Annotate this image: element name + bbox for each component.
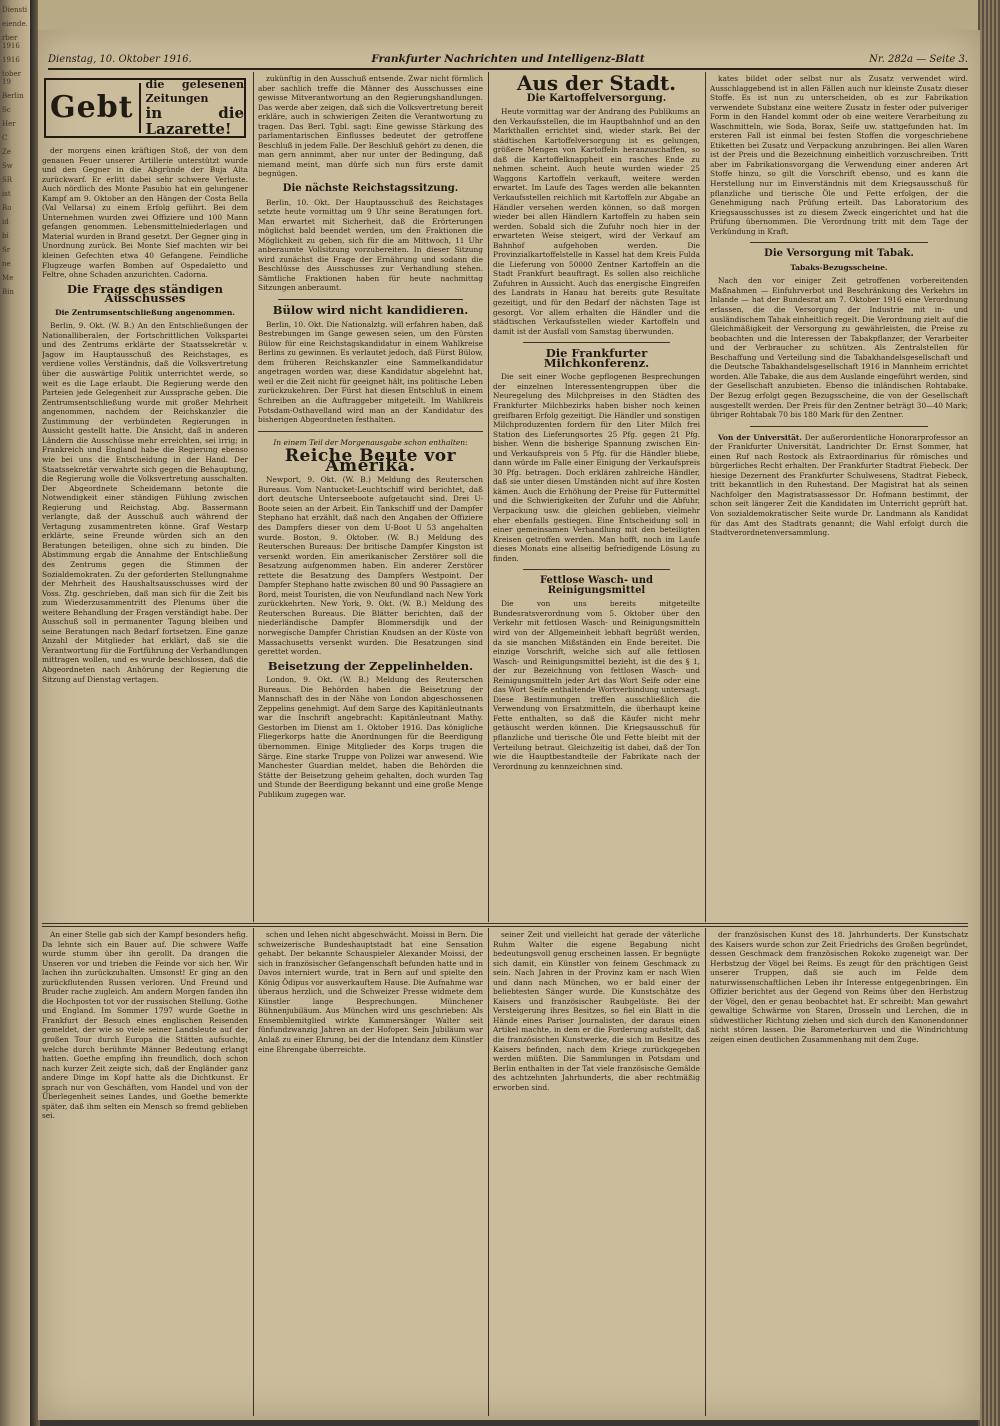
article-headline: Die Versorgung mit Tabak. xyxy=(764,248,914,260)
article-headline: Die Frankfurter Milchkonferenz. xyxy=(543,346,650,370)
article-headline: Die Frage des ständigen Ausschusses xyxy=(66,281,224,306)
newspaper-page xyxy=(38,30,980,1420)
left-page-fragment: Diensti xyxy=(2,6,28,14)
column-rule xyxy=(253,928,254,1416)
article-body: Newport, 9. Okt. (W. B.) Meldung des Reuterschen Bureaus. Vom Nantucket-Leuchtschiff wird berichtet, daß dort deutsche Unterseeboote aufgetaucht sind. Drei U-Boote seien an der Arbeit. Ein Tankschiff und der Dampfer Stephano hat erzählt, daß nach den Angaben der Offiziere des Dampfers dieser von dem U-Boot U 53 angehalten wurde. Boston, 9. Oktober. (W. B.) Meldung des Reuterschen Bureaus: Der britische Dampfer Kingston ist versenkt worden. Ein amerikanischer Zerstörer soll die Besatzung aufgenommen haben. Ein anderer Zerstörer rettete die Besatzung des Dampfers Westpoint. Der Dampfer Stephano hatte zwischen 80 und 90 Passagiere an Bord, meist Touristen, die von Neufundland nach New York zurückkehrten. New York, 9. Okt. (W. B.) Meldung des Reuterschen Bureaus. Die Blätter berichten, daß der niederländische Dampfer Blommersdijk und der norwegische Dampfer Christian Knudsen an der Küste von Massachusetts versenkt wurden. Die Besatzungen sind gerettet worden. xyxy=(258,475,483,657)
left-page-fragment: Me xyxy=(2,274,14,282)
section-rule xyxy=(750,426,928,427)
section-rule xyxy=(523,569,670,570)
left-page-edge xyxy=(0,0,30,1426)
feuilleton-column-3 xyxy=(493,930,700,1414)
page-stack-edge xyxy=(978,0,1000,1426)
article-body xyxy=(710,433,968,538)
article-headline: Die nächste Reichstagssitzung. xyxy=(282,183,459,195)
column-rule xyxy=(488,72,489,922)
column-2 xyxy=(258,74,483,920)
left-page-fragment: rber 1916 xyxy=(2,34,20,50)
left-page-fragment: 1916 xyxy=(2,56,20,64)
article-body: Heute vormittag war der Andrang des Publikums an den Verkaufsstellen, die im Hauptbahnhof und an den Markthallen errichtet sind, wieder stark. Bei der städtischen Kartoffelversorgung ist es gelungen, größere Mengen von Kartoffeln heranzuschaffen, so daß die Kartoffelknappheit ein rasches Ende zu nehmen scheint. Auch heute wurden wieder 25 Waggons Kartoffeln verkauft, weitere werden erwartet. Im Laufe des Tages werden alle bekannten Verkaufsstellen reichlich mit Kartoffeln zur Abgabe an Händler versehen werden können, so daß morgen wieder bei allen Händlern Kartoffeln zu haben sein werden. Sobald sich die Zufuhr noch hier in der erwarteten Weise steigert, wird der Verkauf am Bahnhof aufgehoben werden. Die Provinzialkartoffelstelle in Kassel hat dem Kreis Fulda die Lieferung von 50000 Zentner Kartoffeln an die Stadt Frankfurt beauftragt. Es sollen also reichliche Zufuhren in Aussicht. Auch das energische Eingreifen des Landrats in Hanau hat bereits gute Resultate gezeitigt, und für den Bedarf der nächsten Tage ist gesorgt. Vor allem erhalten die Händler und die städtischen Verkaufsstellen wieder Kartoffeln und damit ist der Ausfall vom Samstag überwunden. xyxy=(493,107,700,336)
section-rule xyxy=(523,342,670,343)
article-body: Die von uns bereits mitgeteilte Bundesratsverordnung vom 5. Oktober über den Verkehr mit fettlosen Wasch- und Reinigungsmitteln wird von der Allgemeinheit lebhaft begrüßt werden, da sie manchen Mißständen ein Ende bereitet. Die einzige Vorschrift, welche sich auf alle fettlosen Wasch- und Reinigungsmittel bezieht, ist die des § 1, der zur Bezeichnung von fettlosen Wasch- und Reinigungsmitteln jeder Art das Wort Seife oder eine das Wort Seife enthaltende Wortverbindung untersagt. Diese Bestimmungen treffen ausschließlich die Verwendung von Ersatzmitteln, die überhaupt keine Fette enthalten, so daß die Käufer nicht mehr getäuscht werden können. Die Kriegsausschuß für pflanzliche und tierische Öle und Fette bleibt mit der Verteilung betraut. Gleichzeitig ist dabei, daß der Ton wie die Hauptbestandteile der Fabrikate nach der Verordnung zu kennzeichnen sind. xyxy=(493,599,700,771)
article-body: London, 9. Okt. (W. B.) Meldung des Reuterschen Bureaus. Die Behörden haben die Beisetzung der Mannschaft des in der Nähe von London abgeschossenen Zeppelins genehmigt. Auf dem Sarge des Kapitänleutnants war die Inschrift angebracht: Kapitänleutnant Mathy. Gestorben im Dienst am 1. Oktober 1916. Das königliche Fliegerkorps hatte die Anordnungen für die Beerdigung übernommen. Einige Mitglieder des Korps trugen die Särge. Eine starke Truppe von Polizei war anwesend. Wie Manchester Guardian meldet, haben die Behörden die Stätte der Beisetzung geheim gehalten, doch wurden Tag und Stunde der Beerdigung bekannt und eine große Menge Publikum zugegen war. xyxy=(258,675,483,799)
feuilleton-column-1 xyxy=(42,930,248,1414)
article-body: Nach den vor einiger Zeit getroffenen vorbereitenden Maßnahmen — Einfuhrverbot und Beschränkung des Verkehrs im Inlande — hat der Bundesrat am 7. Oktober 1916 eine Verordnung erlassen, die die Versorgung der Industrie mit in- und ausländischem Tabak einheitlich regelt. Die Verordnung zielt auf die Gleichmäßigkeit der Versorgung zu gewährleisten, die Preise zu beobachten und die Interessen der Tabakpflanzer, der Verarbeiter und der Verbraucher zu schützen. Als Zentralstellen für Beschaffung und Verteilung sind die Tabakhandelsgesellschaft und die Deutsche Tabakhandelsgesellschaft 1916 in Mannheim errichtet worden. Alle Tabake, die aus dem Auslande eingeführt werden, sind der Gesellschaft anzubieten. Ebenso die inländischen Rohtabake. Der Bezug erfolgt gegen Bezugsscheine, die von der Gesellschaft ausgestellt werden. Der Preis für den Zentner beträgt 30—40 Mark; übriger Rohtabak 70 bis 180 Mark für den Zentner. xyxy=(710,276,968,420)
article-body: zukünftig in den Ausschuß entsende. Zwar nicht förmlich aber sachlich treffe die Männer des Ausschusses eine gewisse Mitverantwortung an den Regierungshandlungen. Das werde aber zeigen, daß sich die Volksvertretung bereit erkläre, auch in schwierigen Zeiten die Verantwortung zu tragen. Das Berl. Tgbl. sagt: Eine gewisse Stärkung des parlamentarischen Einflusses bedeutet der getroffene Beschluß in jedem Falle. Der Beschluß gehört zu denen, die man gern annimmt, aber nur unter der Bedingung, daß niemand meint, man dürfe sich nun fürs erste damit begnügen. xyxy=(258,74,483,179)
article-body: der morgens einen kräftigen Stoß, der von dem genauen Feuer unserer Artillerie unterstützt wurde und den Gegner in die Abgründe der Buja Alta zurückwarf. Er erlitt dabei sehr schwere Verluste. Auch nördlich des Monte Pasubio hat ein gelungener Kampf am 9. Oktober an den Hängen der Costa Bella (Val Vellarsa) zu einem Erfolg geführt. Bei dem Unternehmen wurden zwei Offiziere und 100 Mann gefangen genommen. Lebensmittelniederlagen und Material wurden in Brand gesetzt. Der Gegner ging in Unordnung zurück. Bei Monte Sief machten wir bei kleinen Gefechten etwa 40 Gefangene. Feindliche Flugzeuge warfen Bomben auf Ospedaletto und Feltre, ohne Schaden anzurichten. Cadorna. xyxy=(42,146,248,280)
article-headline: Beisetzung der Zeppelinhelden. xyxy=(267,658,474,673)
advert-line-2: in die Lazarette! xyxy=(145,104,244,138)
feuilleton-text: schen und Iehen nicht abgeschwächt. Moissi in Bern. Die schweizerische Bundeshauptstadt hat eine Sensation gehabt. Der bekannte Schauspieler Alexander Moissi, der sich in französischer Gefangenschaft befunden hatte und in Davos interniert wurde, trat in Bern auf und spielte den König Ödipus vor ausverkauftem Hause. Die Aufnahme war überaus herzlich, und die Schweizer Presse widmete dem Künstler lange Besprechungen. Münchener Bühnenjubiläum. Aus München wird uns geschrieben: Als Ensemblemitglied wirkte Kammersänger Walter seit fünfundzwanzig Jahren an der Hofoper. Sein Jubiläum war Anlaß zu einer Ehrung, bei der die Intendanz dem Künstler eine Ehrengabe überreichte. xyxy=(258,930,483,1054)
article-subheadline: Die Zentrumsentschließung angenommen. xyxy=(55,307,235,317)
left-page-fragment: Ze xyxy=(2,148,12,156)
page-header xyxy=(48,52,968,70)
left-page-fragment: ist xyxy=(2,190,11,198)
column-4 xyxy=(710,74,968,920)
left-page-fragment: Sc xyxy=(2,106,11,114)
column-rule xyxy=(705,72,706,922)
left-page-fragment: SR xyxy=(2,176,13,184)
header-date: Dienstag, 10. Oktober 1916. xyxy=(48,54,192,65)
article-body: kates bildet oder selbst nur als Zusatz verwendet wird. Ausschlaggebend ist in allen Fällen auch nur kleinste Zusatz dieser Stoffe. Es ist nun zu unterscheiden, ob es zur Fabrikation verwendete Substanz eine weitere Zusatz in fester oder pulveriger Form in den Handel kommt oder ob eine weitere Verarbeitung zu Waschmitteln, wie Soda, Borax, Seife uw. stattgefunden hat. Im ersteren Fall ist einmal bei festen Stoffen die vorgeschriebene Etiketten bei Zusatz und Verpackung anzubringen. Bei allen Waren ist der Preis und die Bezeichnung einheitlich vorzuschreiben. Tritt aber im Fabrikationsvorgang die Verwendung einer anderen Art Stoffe hinzu, so gilt die Vorschrift ebenso, und es kann die Herstellung nur im Einverständnis mit dem Kriegsausschuß für pflanzliche und tierische Öle und Fette erfolgen, der die Genehmigung nach Prüfung erteilt. Das Laboratorium des Kriegsausschusses ist zu diesem Zweck eingerichtet und hat die Prüfung übernommen. Die Verordnung tritt mit dem Tage der Verkündung in Kraft. xyxy=(710,74,968,236)
article-runin-head: Von der Universität. xyxy=(718,432,802,442)
advert-lazarette xyxy=(44,78,246,138)
feuilleton-text: der französischen Kunst des 18. Jahrhunderts. Der Kunstschatz des Kaisers wurde schon zur Zeit Friedrichs des Großen begründet, dessen Geschmack dem französischen Rokoko zugeneigt war. Der Herbstzug der Vögel bei Reims. Es zeugt für den prächtigen Geist unserer Truppen, daß sie auch im Felde dem naturwissenschaftlichen Leben ihr Interesse entgegenbringen. Ein Offizier berichtet aus der Gegend von Reims über den Herbstzug der Vögel, den er genau beobachtet hat. Er schreibt: Man gewahrt gewaltige Schwärme von Staren, Drosseln und Lerchen, die in südwestlicher Richtung ziehen und sich durch den Kanonendonner nicht stören lassen. Die Barometerkurven und die Windrichtung zeigen einen deutlichen Zusammenhang mit dem Zuge. xyxy=(710,930,968,1045)
article-headline: Die Kartoffelversorgung. xyxy=(526,92,667,104)
left-page-fragment: Berlin xyxy=(2,92,24,100)
left-page-fragment: Ro xyxy=(2,204,12,212)
feuilleton-rule xyxy=(42,926,968,927)
feuilleton-rule xyxy=(42,923,968,924)
top-margin xyxy=(38,0,980,30)
left-page-fragment: eiende. xyxy=(2,20,28,28)
article-headline: Bülow wird nicht kandidieren. xyxy=(272,303,469,318)
section-headline: Aus der Stadt. xyxy=(516,74,677,95)
section-rule xyxy=(258,431,483,432)
edition-notice: In einem Teil der Morgenausgabe schon enthalten: xyxy=(273,437,468,447)
left-page-fragment: ne xyxy=(2,260,11,268)
section-rule xyxy=(278,299,463,300)
column-rule xyxy=(488,928,489,1416)
left-page-fragment: Sr xyxy=(2,246,11,254)
column-rule xyxy=(705,928,706,1416)
feuilleton-text: seiner Zeit und vielleicht hat gerade der väterliche Ruhm Walter die eigene Begabung nicht bedeutungsvoll genug erscheinen lassen. Er begnügte sich damit, ein Künstler von feinem Geschmack zu sein. Nach Jahren in der Provinz kam er nach Wien und dann nach München, wo er bald einer der beliebtesten Sänger wurde. Die Kunstschätze des Kaisers und französischer Raubgelüste. Bei der Versteigerung ihres Besitzes, so fiel ein Blatt in die Hände eines Pariser Journalisten, der daraus einen Artikel machte, in dem er die Forderung aufstellt, daß die französischen Kunstwerke, die sich im Besitze des Kaisers befinden, nach dem Kriege zurückgegeben werden müßten. Die Sammlungen in Potsdam und Berlin enthalten in der Tat viele französische Gemälde des achtzehnten Jahrhunderts, die aber rechtmäßig erworben sind. xyxy=(493,930,700,1092)
article-text: Der außerordentliche Honorarprofessor an der Frankfurter Universität, Landrichter Dr. Ernst Sommer, hat einen Ruf nach Rostock als Extraordinarius für römisches und bürgerliches Recht erhalten. Der Frankfurter Stadtrat Fiebeck. Der hiesige Dezernent des Frankfurter Schulwesens, Stadtrat Fiebeck, tritt bekanntlich in den Ruhestand. Der Magistrat hat als seinen Nachfolger den Magistratsassessor Dr. Hofmann bestimmt, der schon seit längerer Zeit die Kandidaten im Unterricht geprüft hat. Von sozialdemokratischer Seite wurde Dr. Landmann als Kandidat für das Amt des Stadtrats genannt; die Wahl erfolgt durch die Stadtverordnetenversammlung. xyxy=(710,432,968,538)
article-body: Die seit einer Woche gepflogenen Besprechungen der einzelnen Interessentengruppen über die Neuregelung des Milchpreises in den Städten des Frankfurter Milchbezirks haben bisher noch keinen greifbaren Erfolg gezeitigt. Die Händler und sonstigen Milchproduzenten fordern für den Liter Milch frei Station des Lieferungsortes 25 Pfg. gegen 21 Pfg. bisher. Wenn die bisherige Spannung zwischen Ein- und Verkaufspreis von 5 Pfg. für die Händler bliebe, dann würde im Falle einer Einigung der Verkaufspreis 30 Pfg. betragen. Doch erklären zahlreiche Händler, daß sie unter diesen Umständen nicht auf ihre Kosten kämen. Auch die Erhöhung der Preise für Futtermittel und die Schwierigkeiten der Zufuhr und die Abfuhr, Verpackung usw. die gleichen geblieben, vielmehr eher ebenfalls gestiegen. Eine Entscheidung soll in einer gemeinsamen Verhandlung mit den beteiligten Kreisen getroffen werden. Man hofft, noch im Laufe dieses Monats eine allseitig befriedigende Lösung zu finden. xyxy=(493,372,700,563)
article-body: Berlin, 9. Okt. (W. B.) An den Entschließungen der Nationalliberalen, der Fortschrittlichen Volkspartei und des Zentrums erklärte der Staatssekretär v. Jagow im Hauptausschuß des Reichstages, es verdiene volles Verständnis, daß die Volksvertretung über die auswärtige Politik unterrichtet werde, so weit es die Lage erlaubt. Die Regierung werde den Parteien jede Gelegenheit zur Aussprache geben. Die Zentrumsentschließung wurde mit großer Mehrheit angenommen, nachdem der Reichskanzler die Zustimmung der verbündeten Regierungen in Aussicht gestellt hatte. Die Ansicht, daß in anderen Ländern die Ausschüsse mehr erreichten, sei irrig; in Frankreich und England habe die Regierung ebenso wie bei uns die Entscheidung in der Hand. Der Staatssekretär verwahrte sich gegen die Behauptung, die Regierung wolle die Volksvertretung ausschalten. Der Abgeordnete Scheidemann betonte die Notwendigkeit einer ständigen Fühlung zwischen Regierung und Reichstag. Abg. Bassermann verlangte, daß der Ausschuß auch während der Vertagung zusammentreten könne. Graf Westarp erklärte, seine Freunde würden sich an den Beratungen beteiligen, ohne sich zu binden. Die Abstimmung ergab die Annahme der Entschließung des Zentrums gegen die Stimmen der Sozialdemokraten. Zu der geforderten Stellungnahme der Mehrheit des Haushaltsausschusses wird der Voss. Ztg. geschrieben, daß man sich für die Zeit bis zum Wiederzusammentritt des Plenums über die weitere Behandlung der Fragen verständigt habe. Der Ausschuß soll in permanenter Tagung bleiben und seine Beratungen nach Bedarf fortsetzen. Eine ganze Anzahl der Mitglieder hat erklärt, daß sie die Verantwortung für die Fortführung der Verhandlungen mittragen wollen, und es wurde beschlossen, daß die Abgeordneten nach Anhörung der Regierung die Sitzung auf Dienstag vertagen. xyxy=(42,321,248,684)
left-page-fragment: Her xyxy=(2,120,16,128)
column-3 xyxy=(493,74,700,920)
column-1 xyxy=(42,74,248,920)
section-rule xyxy=(750,242,928,243)
header-issue: Nr. 282a — Seite 3. xyxy=(869,54,968,65)
column-rule xyxy=(253,72,254,922)
feuilleton-column-2 xyxy=(258,930,483,1414)
advert-line-1: die gelesenen Zeitungen xyxy=(145,78,244,105)
left-page-fragment: Bin xyxy=(2,288,14,296)
article-headline: Fettlose Wasch- und Reinigungsmittel xyxy=(539,575,654,596)
header-paper-title: Frankfurter Nachrichten und Intelligenz-Blatt xyxy=(371,53,645,65)
left-page-fragment: C xyxy=(2,134,8,142)
left-page-fragment: tober 19 xyxy=(2,70,21,86)
article-body: Berlin, 10. Okt. Die Nationalztg. will erfahren haben, daß Bestrebungen im Gange gewesen seien, um den Fürsten Bülow für eine Reichstagskandidatur in einem Wahlkreise Berlins zu gewinnen. Es verlautet jedoch, daß Fürst Bülow, dem früheren Reichskanzler eine Sammelkandidatur angetragen worden war, diese Kandidatur abgelehnt hat, weil er die Zeit nicht für geeignet hält, ins politische Leben zurückzukehren. Der Fürst hat diesen Entschluß in einem Schreiben an die Auftraggeber mitgeteilt. Im Wahlkreis Potsdam-Osthavelland wird man an der Kandidatur des bisherigen Abgeordneten festhalten. xyxy=(258,319,483,425)
left-page-fragment: id xyxy=(2,218,9,226)
left-page-fragment: Sw xyxy=(2,162,13,170)
feuilleton-text: An einer Stelle gab sich der Kampf besonders hefig. Da lehnte sich ein Bauer auf. Die schwere Waffe wurde stumm über ihn gerollt. Da drangen die Unseren vor und trieben die Feinde vor sich her. Wir lachen ihn zurückzuhalten. Umsonst! Er ging an den zurückflutenden Russen verloren. Und Freund und Bruder rache zugleich. Am andern Morgen fanden ihn die Hochposten tot vor der russischen Stellung. Gothe und England. Im Sommer 1797 wurde Goethe in Frankfurt der Besuch eines englischen Reisenden gemeldet, der wie so viele seiner Landsleute auf der großen Tour durch Europa die Stätten aufsuchte, welche durch berühmte Männer Bedeutung erlangt hatten. Goethe empfing ihn freundlich, doch schon nach kurzer Zeit zeigte sich, daß der Engländer ganz andere Dinge im Kopf hatte als die Dichtkunst. Er sprach nur von Geschäften, vom Handel und von der Überlegenheit seines Landes, und Goethe bemerkte später, daß ihm selten ein Mensch so fremd geblieben sei. xyxy=(42,930,248,1121)
left-page-fragment: bi xyxy=(2,232,9,240)
article-subheadline: Tabaks-Bezugsscheine. xyxy=(790,262,888,272)
article-body: Berlin, 10. Okt. Der Hauptausschuß des Reichstages setzte heute vormittag um 9 Uhr seine Beratungen fort. Man erwartet mit Sicherheit, daß die Erörterungen möglichst bald beendet werden, um den Fraktionen die Möglichkeit zu geben, sich für die am Mittwoch, 11 Uhr anberaumte Vollsitzung vorzubereiten. In dieser Sitzung wird zunächst die Frage der Ernährung und sodann die Beschlüsse des Ausschusses zur Verhandlung stehen. Sämtliche Fraktionen haben für heute nachmittag Sitzungen anberaumt. xyxy=(258,197,483,293)
feuilleton-column-4 xyxy=(710,930,968,1414)
article-headline: Reiche Beute vor Amerika. xyxy=(284,446,457,476)
advert-big-word: Gebt xyxy=(46,83,141,133)
